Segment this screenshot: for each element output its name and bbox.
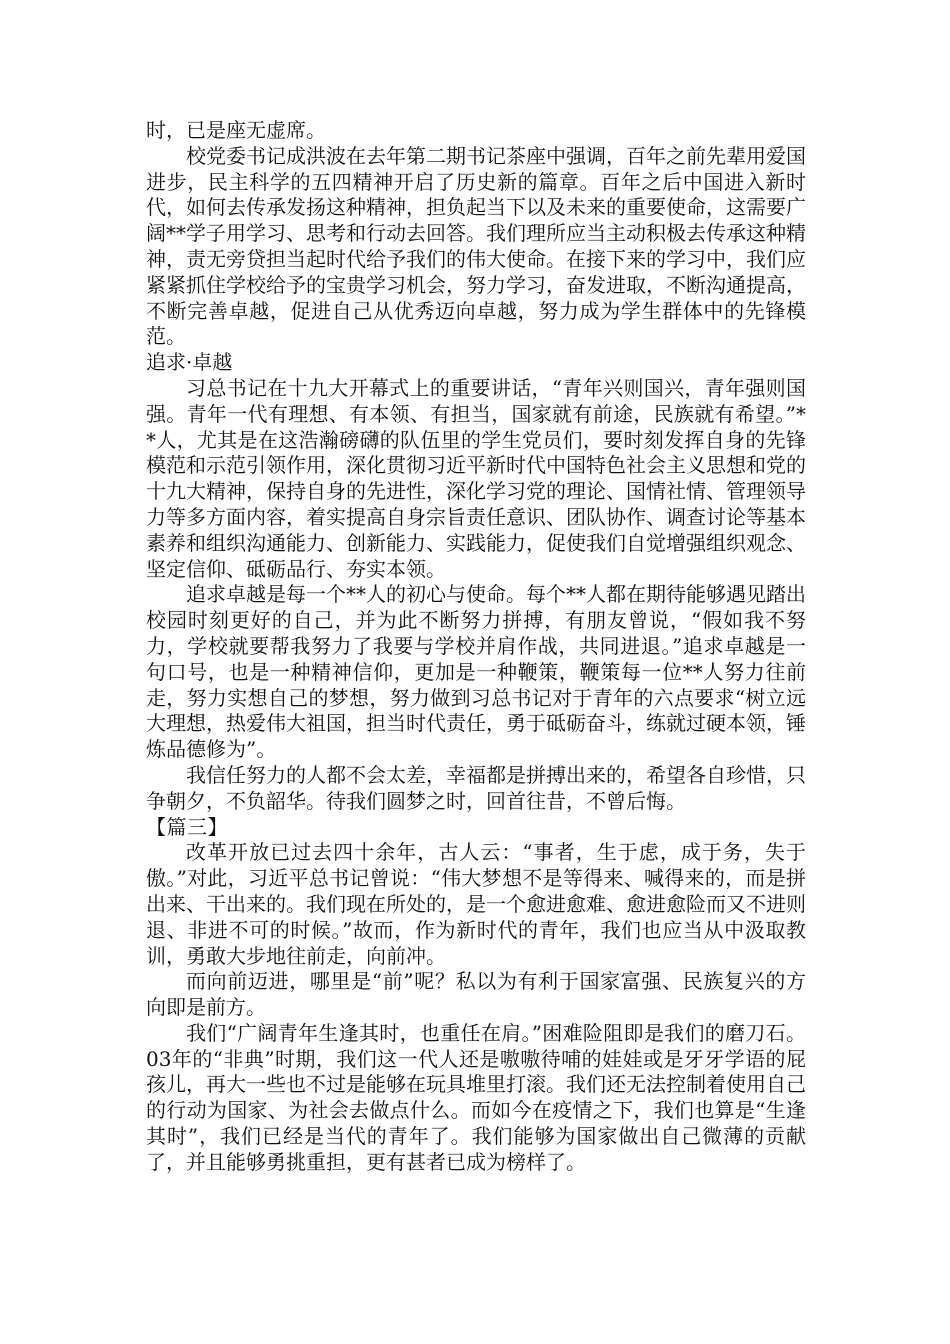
- paragraph-hard-work: 我信任努力的人都不会太差，幸福都是拼搏出来的，希望各自珍惜，只争朝夕，不负韶华。待我们圆梦之时，回首往昔，不曾后悔。: [146, 762, 806, 813]
- paragraph-continuation: 时，已是座无虚席。: [146, 118, 326, 142]
- paragraph-reform: 改革开放已过去四十余年，古人云：“事者，生于虑，成于务，失于傲。”对此，习近平总书记曾说：“伟大梦想不是等得来、喊得来的，而是拼出来、干出来的。我们现在所处的，是一个愈进愈难、愈进愈险而又不进则退、非进不可的时候。”故而，作为新时代的青年，我们也应当从中汲取教训，勇敢大步地往前走，向前冲。: [146, 840, 806, 968]
- paragraph-speech: 习总书记在十九大开幕式上的重要讲话，“青年兴则国兴，青年强则国强。青年一代有理想、有本领、有担当，国家就有前途，民族就有希望。”**人，尤其是在这浩瀚磅礴的队伍里的学生党员们，要时刻发挥自身的先锋模范和示范引领作用，深化贯彻习近平新时代中国特色社会主义思想和党的十九大精神，保持自身的先进性，深化学习党的理论、国情社情、管理领导力等多方面内容，着实提高自身宗旨责任意识、团队协作、调查讨论等基本素养和组织沟通能力、创新能力、实践能力，促使我们自觉增强组织观念、坚定信仰、砥砺品行、夯实本领。: [146, 375, 806, 581]
- paragraph-original-mission: 追求卓越是每一个**人的初心与使命。每个**人都在期待能够遇见踏出校园时刻更好的自己，并为此不断努力拼搏，有朋友曾说，“假如我不努力，学校就要帮我努力了我要与学校并肩作战，共同进退。”追求卓越是一句口号，也是一种精神信仰，更加是一种鞭策，鞭策每一位**人努力往前走，努力实想自己的梦想，努力做到习总书记对于青年的六点要求“树立远大理想，热爱伟大祖国，担当时代责任，勇于砥砺奋斗，练就过硬本领，锤炼品德修为”。: [146, 582, 806, 762]
- paragraph-youth: 我们“广阔青年生逢其时，也重任在肩。”困难险阻即是我们的磨刀石。03年的“非典”时期，我们这一代人还是嗷嗷待哺的娃娃或是牙牙学语的屁孩儿，再大一些也不过是能够在玩具堆里打滚。我们还无法控制着使用自己的行动为国家、为社会去做点什么。而如今在疫情之下，我们也算是“生逢其时”，我们已经是当代的青年了。我们能够为国家做出自己微薄的贡献了，并且能够勇挑重担，更有甚者已成为榜样了。: [146, 1020, 806, 1174]
- section-heading-part-three: 【篇三】: [146, 814, 228, 839]
- section-heading-pursue-excellence: 追求·卓越: [146, 350, 233, 375]
- paragraph-party-secretary: 校党委书记成洪波在去年第二期书记茶座中强调，百年之前先辈用爱国进步，民主科学的五四精神开启了历史新的篇章。百年之后中国进入新时代，如何去传承发扬这种精神，担负起当下以及未来的重要使命，这需要广阔**学子用学习、思考和行动去回答。我们理所应当主动积极去传承这种精神，责无旁贷担当起时代给予我们的伟大使命。在接下来的学习中，我们应紧紧抓住学校给予的宝贵学习机会，努力学习，奋发进取，不断沟通提高，不断完善卓越，促进自己从优秀迈向卓越，努力成为学生群体中的先锋模范。: [146, 143, 806, 349]
- paragraph-forward: 而向前迈进，哪里是“前”呢？私以为有利于国家富强、民族复兴的方向即是前方。: [146, 969, 806, 1020]
- document-body: [146, 118, 806, 1176]
